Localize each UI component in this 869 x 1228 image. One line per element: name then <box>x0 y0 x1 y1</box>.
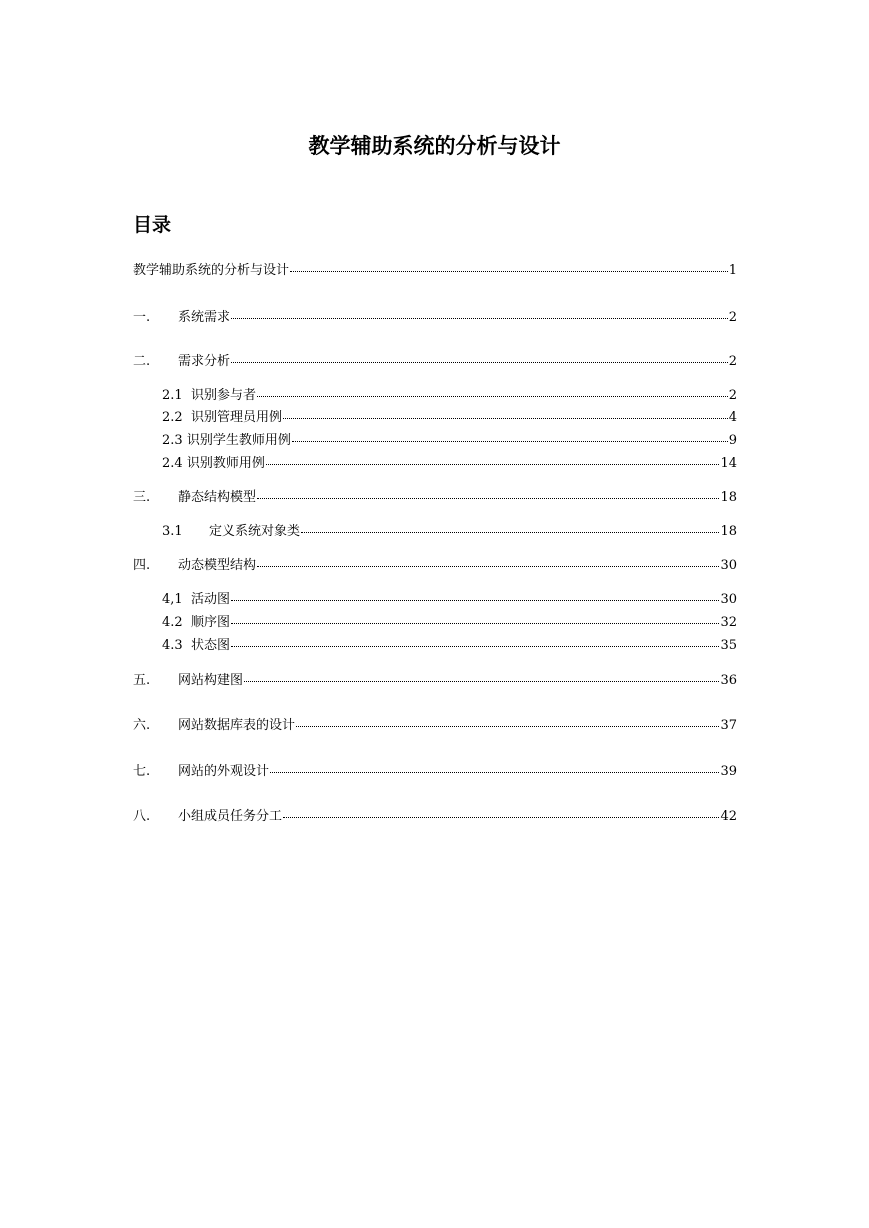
toc-dot-leader <box>231 362 728 363</box>
toc-entry-page: 14 <box>720 456 737 471</box>
toc-dot-leader <box>270 772 719 773</box>
toc-entry-page: 1 <box>728 263 737 278</box>
toc-dot-leader <box>301 532 719 533</box>
toc-entry-number: 二. <box>133 354 151 369</box>
toc-entry-section-7[interactable] <box>133 763 737 781</box>
toc-entry-page: 2 <box>728 354 737 369</box>
toc-entry-label: 系统需求 <box>178 310 231 325</box>
toc-entry-number: 3.1 <box>162 524 183 539</box>
toc-entry-subsection-2-2[interactable] <box>162 409 737 427</box>
toc-dot-leader <box>296 726 719 727</box>
toc-entry-label: 定义系统对象类 <box>209 524 301 539</box>
toc-entry-page: 32 <box>720 615 737 630</box>
toc-entry-number: 一. <box>133 310 151 325</box>
toc-entry-label: 活动图 <box>190 592 230 607</box>
toc-entry-number: 八. <box>133 809 151 824</box>
toc-entry-label: 静态结构模型 <box>178 490 257 505</box>
toc-entry-section-4[interactable] <box>133 557 737 575</box>
document-title: 教学辅助系统的分析与设计 <box>308 134 561 158</box>
toc-entry-label: 网站数据库表的设计 <box>178 718 296 733</box>
toc-dot-leader <box>283 817 719 818</box>
toc-dot-leader <box>231 646 719 647</box>
toc-entry-number: 三. <box>133 490 151 505</box>
toc-entry-label: 小组成员任务分工 <box>178 809 283 824</box>
toc-entry-number: 4.2 <box>162 615 183 630</box>
toc-entry-section-8[interactable] <box>133 808 737 826</box>
toc-dot-leader <box>231 318 728 319</box>
toc-entry-number: 2.3 <box>162 433 183 448</box>
toc-entry-label: 教学辅助系统的分析与设计 <box>133 263 290 278</box>
toc-entry-number: 七. <box>133 764 151 779</box>
toc-entry-label: 需求分析 <box>178 354 231 369</box>
toc-entry-subsection-4-1[interactable] <box>162 591 737 609</box>
toc-entry-label: 识别管理员用例 <box>190 410 282 425</box>
toc-entry-subsection-3-1[interactable] <box>162 523 737 541</box>
toc-entry-number: 2.2 <box>162 410 183 425</box>
toc-entry-label: 网站的外观设计 <box>178 764 270 779</box>
toc-entry-number: 4,1 <box>162 592 183 607</box>
toc-entry-title[interactable] <box>133 262 737 280</box>
toc-entry-page: 39 <box>720 764 737 779</box>
toc-entry-subsection-2-4[interactable] <box>162 455 737 473</box>
toc-dot-leader <box>257 396 728 397</box>
toc-entry-subsection-2-3[interactable] <box>162 432 737 450</box>
toc-entry-number: 五. <box>133 673 151 688</box>
toc-entry-subsection-2-1[interactable] <box>162 387 737 405</box>
toc-entry-number: 四. <box>133 558 151 573</box>
toc-entry-number: 4.3 <box>162 638 183 653</box>
toc-entry-label: 识别教师用例 <box>186 456 265 471</box>
toc-entry-page: 36 <box>720 673 737 688</box>
toc-dot-leader <box>244 681 719 682</box>
toc-entry-label: 识别学生教师用例 <box>186 433 291 448</box>
toc-entry-subsection-4-3[interactable] <box>162 637 737 655</box>
toc-entry-page: 30 <box>720 592 737 607</box>
toc-entry-section-3[interactable] <box>133 489 737 507</box>
toc-dot-leader <box>231 600 719 601</box>
toc-entry-label: 网站构建图 <box>178 673 244 688</box>
toc-entry-number: 2.4 <box>162 456 183 471</box>
toc-entry-number: 2.1 <box>162 388 183 403</box>
toc-entry-label: 顺序图 <box>190 615 230 630</box>
toc-dot-leader <box>290 271 728 272</box>
toc-entry-page: 35 <box>720 638 737 653</box>
toc-entry-section-5[interactable] <box>133 672 737 690</box>
toc-heading: 目录 <box>133 214 172 236</box>
toc-entry-page: 18 <box>720 524 737 539</box>
toc-entry-page: 42 <box>720 809 737 824</box>
toc-entry-page: 2 <box>728 388 737 403</box>
toc-dot-leader <box>292 441 728 442</box>
toc-entry-label: 动态模型结构 <box>178 558 257 573</box>
toc-entry-page: 9 <box>728 433 737 448</box>
toc-entry-section-2[interactable] <box>133 353 737 371</box>
toc-dot-leader <box>257 498 719 499</box>
toc-entry-section-6[interactable] <box>133 717 737 735</box>
toc-entry-page: 2 <box>728 310 737 325</box>
toc-entry-number: 六. <box>133 718 151 733</box>
toc-entry-page: 30 <box>720 558 737 573</box>
toc-entry-page: 4 <box>728 410 737 425</box>
toc-entry-label: 识别参与者 <box>190 388 256 403</box>
toc-dot-leader <box>266 464 720 465</box>
toc-dot-leader <box>257 566 719 567</box>
toc-entry-label: 状态图 <box>190 638 230 653</box>
toc-entry-page: 18 <box>720 490 737 505</box>
toc-dot-leader <box>283 418 728 419</box>
toc-entry-section-1[interactable] <box>133 309 737 327</box>
toc-entry-subsection-4-2[interactable] <box>162 614 737 632</box>
toc-entry-page: 37 <box>720 718 737 733</box>
toc-dot-leader <box>231 623 719 624</box>
